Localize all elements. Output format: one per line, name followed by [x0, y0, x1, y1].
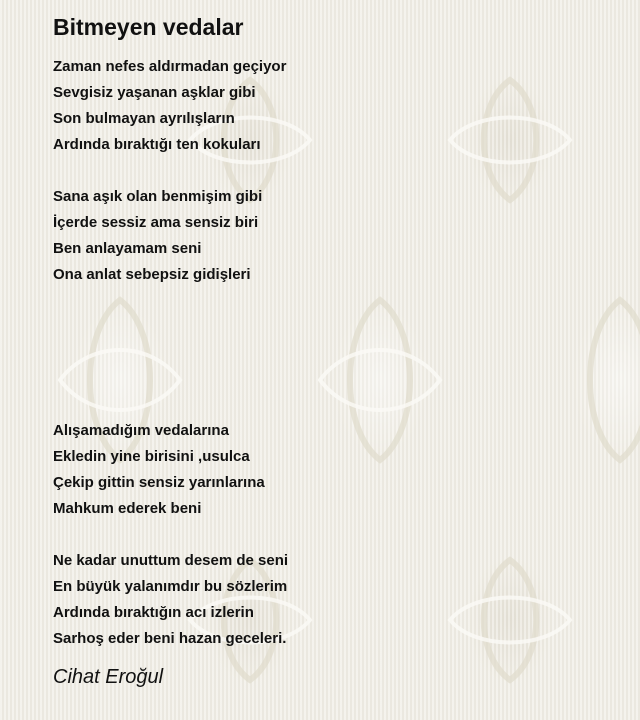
- stanza-gap: [53, 158, 613, 184]
- poem-line: Ben anlayamam seni: [53, 240, 202, 257]
- poem-title: Bitmeyen vedalar: [53, 14, 244, 40]
- poem-line: Ne kadar unuttum desem de seni: [53, 552, 289, 569]
- poem-line: İçerde sessiz ama sensiz biri: [53, 214, 259, 231]
- stanza-gap: [53, 288, 613, 418]
- stanza: [53, 548, 613, 652]
- poem-line: Ardında bıraktığın acı izlerin: [53, 604, 254, 621]
- poem-line: Alışamadığım vedalarına: [53, 422, 229, 439]
- poem-line: Son bulmayan ayrılışların: [53, 110, 235, 127]
- stanza: [53, 184, 613, 288]
- poem-line: En büyük yalanımdır bu sözlerim: [53, 578, 288, 595]
- poem-line: Sarhoş eder beni hazan geceleri.: [53, 630, 287, 647]
- stanza: [53, 54, 613, 158]
- poem: [53, 12, 613, 692]
- stanza: [53, 418, 613, 522]
- stanza-gap: [53, 522, 613, 548]
- poem-line: Sana aşık olan benmişim gibi: [53, 188, 263, 205]
- poem-line: Çekip gittin sensiz yarınlarına: [53, 474, 265, 491]
- poem-line: Ekledin yine birisini ,usulca: [53, 448, 250, 465]
- poem-line: Zaman nefes aldırmadan geçiyor: [53, 58, 287, 75]
- poem-author: Cihat Eroğul: [53, 666, 164, 688]
- poem-line: Ona anlat sebepsiz gidişleri: [53, 266, 251, 283]
- poem-line: Ardında bıraktığı ten kokuları: [53, 136, 261, 153]
- poem-body: [53, 54, 613, 652]
- poem-line: Sevgisiz yaşanan aşklar gibi: [53, 84, 256, 101]
- poem-line: Mahkum ederek beni: [53, 500, 202, 517]
